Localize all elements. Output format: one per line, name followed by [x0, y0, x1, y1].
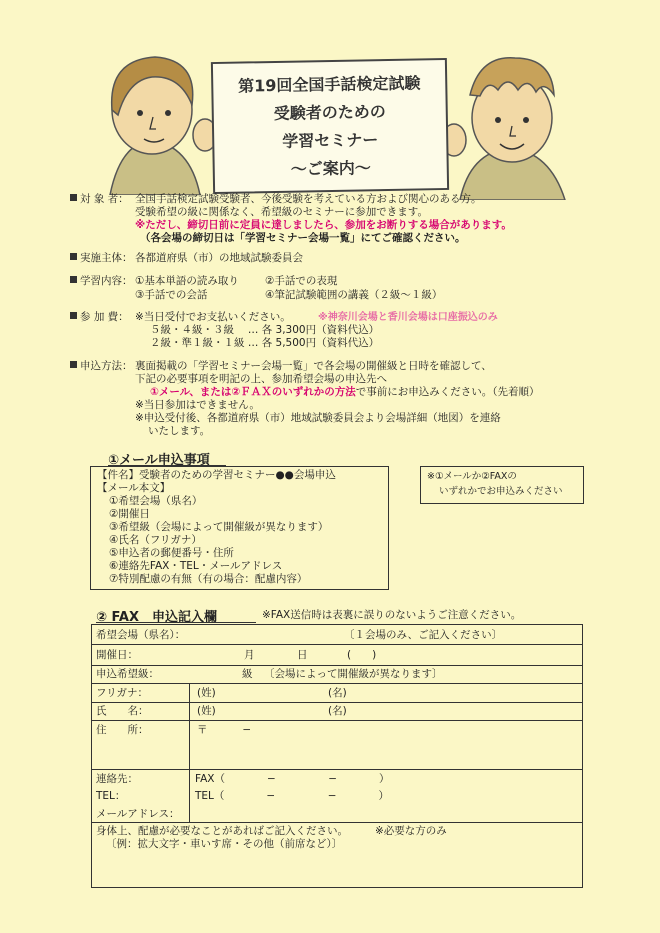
mail-item-7: ⑦特別配慮の有無（有の場合：配慮内容） [109, 573, 308, 585]
apply-label: 申込方法： [70, 360, 133, 373]
fax-care-line-2: 〔例：拡大文字・車いす席・その他（前席など）〕 [106, 838, 343, 850]
fax-name-sei: (姓) [197, 705, 216, 717]
fax-address-input[interactable] [190, 721, 582, 769]
method-note-2: いずれかでお申込みください [439, 486, 563, 497]
fax-furigana-input[interactable] [190, 684, 582, 702]
study-item-4: ④筆記試験範囲の講義（２級〜１級） [265, 289, 443, 301]
left-child-illustration [80, 35, 220, 195]
fee-line-3: ２級・準１級・１級 … 各 5,500円（資料代込） [150, 337, 380, 349]
fax-care-line-1: 身体上、配慮が必要なことがあればご記入ください。 [96, 825, 348, 837]
fax-furigana-label: フリガナ： [96, 687, 148, 699]
fax-name-label: 氏 名： [96, 705, 149, 717]
fax-grade-unit: 級 [242, 668, 253, 680]
fax-form [91, 624, 583, 888]
mail-item-6: ⑥連絡先FAX・TEL・メールアドレス [109, 560, 283, 572]
study-item-2: ②手話での表現 [265, 275, 338, 287]
fax-postal: 〒 − [197, 724, 252, 736]
fax-date-label: 開催日： [96, 649, 138, 661]
fax-care-note: ※必要な方のみ [375, 825, 447, 837]
mail-item-5: ⑤申込者の郵便番号・住所 [109, 547, 234, 559]
fax-furigana-mei: (名) [328, 687, 347, 699]
target-label: 対 象 者： [70, 193, 129, 206]
fee-line-1: ※当日受付でお支払いください。 [135, 311, 291, 323]
fax-venue-label: 希望会場（県名）： [96, 629, 186, 641]
fax-heading-underline [96, 622, 256, 623]
fee-label: 参 加 費： [70, 311, 129, 324]
apply-line-6: いたします。 [148, 425, 211, 437]
study-item-1: ①基本単語の読み取り [135, 275, 239, 287]
target-line-3: ※ただし、締切日前に定員に達しましたら、参加をお断りする場合があります。 [135, 219, 512, 231]
target-line-4: （各会場の締切日は「学習セミナー会場一覧」にてご確認ください。 [140, 232, 466, 244]
title-line-3: 学習セミナー [282, 130, 379, 151]
fax-date-input[interactable] [192, 645, 392, 664]
fax-address-label: 住 所： [96, 724, 149, 736]
fax-name-input[interactable] [190, 703, 582, 720]
title-line-2: 受験者のための [273, 102, 386, 123]
host-text: 各都道府県（市）の地域試験委員会 [135, 252, 303, 264]
apply-line-5: ※申込受付後、各都道府県（市）地域試験委員会より会場詳細（地図）を連絡 [135, 412, 501, 424]
fax-grade-note: 〔会場によって開催級が異なります〕 [264, 668, 443, 680]
fax-grade-label: 申込希望級： [96, 668, 159, 680]
method-note-box [420, 466, 584, 504]
mail-heading: ①メール申込事項 [108, 453, 210, 468]
apply-line-1: 裏面掲載の「学習セミナー会場一覧」で各会場の開催級と日時を確認して、 [135, 360, 492, 372]
apply-line-4: ※当日参加はできません。 [135, 399, 260, 411]
mail-item-3: ③希望級（会場によって開催級が異なります） [109, 521, 329, 533]
fee-line-2: ５級・４級・３級 … 各 3,300円（資料代込） [150, 324, 380, 336]
title-sign [211, 58, 449, 194]
fax-venue-input[interactable] [207, 627, 342, 644]
mail-item-2: ②開催日 [109, 508, 150, 520]
fax-care-input[interactable] [94, 853, 580, 885]
right-child-illustration [440, 40, 580, 200]
fax-contact-input[interactable] [190, 770, 582, 822]
fax-date-weekday: ( ) [347, 649, 377, 661]
fax-date-day: 日 [297, 649, 308, 661]
mail-item-1: ①希望会場（県名） [109, 495, 203, 507]
study-label: 学習内容： [70, 275, 133, 288]
fax-notice: ※FAX送信時は表裏に誤りのないようご注意ください。 [262, 609, 522, 621]
fax-contact-label: 連絡先： [96, 773, 138, 785]
apply-line-3: ①メール、または②ＦＡＸのいずれかの方法で事前にお申込みください。（先着順） [150, 386, 540, 398]
method-note-1: ※①メールか②FAXの [427, 471, 517, 482]
mail-subject: 【件名】受験者のための学習セミナー●●会場申込 [97, 469, 336, 481]
study-item-3: ③手話での会話 [135, 289, 208, 301]
fax-tel-field: TEL（ − − ） [195, 790, 389, 802]
host-label: 実施主体： [70, 252, 133, 265]
title-line-1: 第19回全国手話検定試験 [237, 73, 421, 96]
fax-email-label: メールアドレス： [96, 808, 180, 820]
target-line-2: 受験希望の級に関係なく、希望級のセミナーに参加できます。 [135, 206, 428, 218]
fax-date-month: 月 [244, 649, 255, 661]
fax-furigana-sei: (姓) [197, 687, 216, 699]
fax-heading: ② FAX 申込記入欄 [96, 610, 218, 625]
title-line-4: 〜ご案内〜 [290, 158, 371, 179]
target-line-1: 全国手話検定試験受験者、今後受験を考えている方および関心のある方。 [135, 193, 482, 205]
fax-fax-field: FAX（ − − ） [195, 773, 390, 785]
mail-items-box [90, 466, 389, 590]
fee-note: ※神奈川会場と香川会場は口座振込のみ [318, 312, 498, 323]
apply-line-2: 下記の必要事項を明記の上、参加希望会場の申込先へ [135, 373, 387, 385]
fax-name-mei: (名) [328, 705, 347, 717]
fax-venue-note: 〔１会場のみ、ご記入ください〕 [344, 629, 503, 641]
mail-body-label: 【メール本文】 [97, 482, 171, 494]
fax-grade-input[interactable] [192, 666, 240, 683]
fax-tel-label: TEL： [96, 790, 126, 802]
mail-item-4: ④氏名（フリガナ） [109, 534, 202, 546]
